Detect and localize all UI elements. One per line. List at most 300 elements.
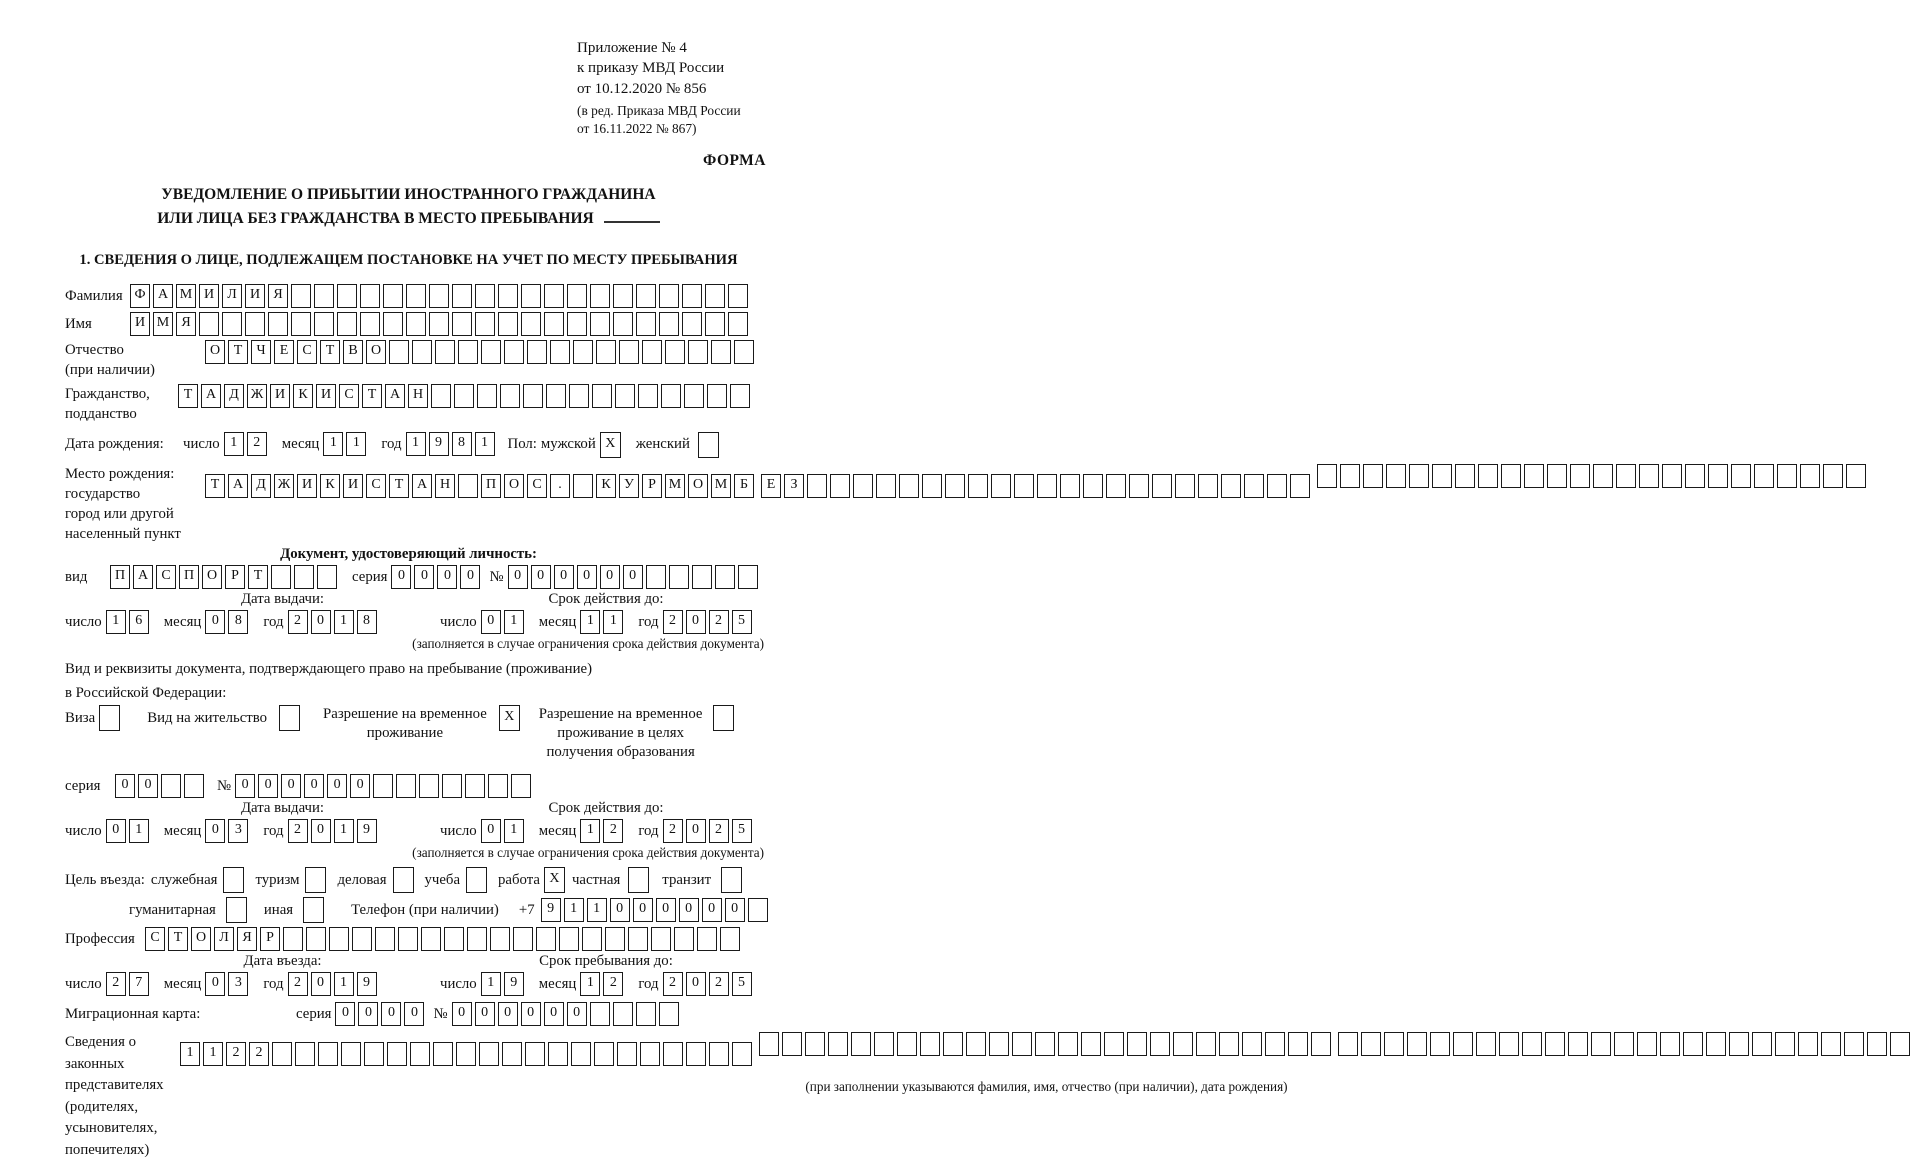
- char-box[interactable]: Е: [761, 474, 781, 498]
- char-box[interactable]: 1: [323, 432, 343, 456]
- char-box[interactable]: 0: [531, 565, 551, 589]
- char-box[interactable]: [1455, 464, 1475, 488]
- char-box[interactable]: [966, 1032, 986, 1056]
- char-box[interactable]: [1173, 1032, 1193, 1056]
- char-box[interactable]: [291, 312, 311, 336]
- char-box[interactable]: [1777, 464, 1797, 488]
- char-box[interactable]: И: [297, 474, 317, 498]
- char-box[interactable]: [828, 1032, 848, 1056]
- char-box[interactable]: [477, 384, 497, 408]
- char-box[interactable]: 2: [603, 972, 623, 996]
- char-box[interactable]: [1081, 1032, 1101, 1056]
- char-box[interactable]: [305, 867, 326, 893]
- char-box[interactable]: О: [366, 340, 386, 364]
- char-box[interactable]: Д: [224, 384, 244, 408]
- char-box[interactable]: [1522, 1032, 1542, 1056]
- char-box[interactable]: Т: [320, 340, 340, 364]
- char-box[interactable]: [488, 774, 508, 798]
- char-box[interactable]: [945, 474, 965, 498]
- char-box[interactable]: [1150, 1032, 1170, 1056]
- char-box[interactable]: [421, 927, 441, 951]
- char-box[interactable]: [223, 867, 244, 893]
- char-box[interactable]: И: [245, 284, 265, 308]
- char-box[interactable]: [1175, 474, 1195, 498]
- char-box[interactable]: [646, 565, 666, 589]
- char-box[interactable]: [1545, 1032, 1565, 1056]
- char-box[interactable]: [594, 1042, 614, 1066]
- char-box[interactable]: О: [688, 474, 708, 498]
- char-box[interactable]: [968, 474, 988, 498]
- char-box[interactable]: [636, 1002, 656, 1026]
- char-box[interactable]: [1453, 1032, 1473, 1056]
- char-box[interactable]: 2: [288, 610, 308, 634]
- char-box[interactable]: [521, 312, 541, 336]
- char-box[interactable]: 1: [129, 819, 149, 843]
- char-box[interactable]: О: [202, 565, 222, 589]
- char-box[interactable]: 6: [129, 610, 149, 634]
- char-box[interactable]: [1384, 1032, 1404, 1056]
- char-box[interactable]: [527, 340, 547, 364]
- char-box[interactable]: [502, 1042, 522, 1066]
- char-box[interactable]: 1: [504, 819, 524, 843]
- char-box[interactable]: К: [293, 384, 313, 408]
- char-box[interactable]: 0: [138, 774, 158, 798]
- char-box[interactable]: [429, 312, 449, 336]
- char-box[interactable]: 1: [180, 1042, 200, 1066]
- char-box[interactable]: [1821, 1032, 1841, 1056]
- char-box[interactable]: [511, 774, 531, 798]
- char-box[interactable]: [435, 340, 455, 364]
- char-box[interactable]: С: [156, 565, 176, 589]
- char-box[interactable]: [1800, 464, 1820, 488]
- char-box[interactable]: [1478, 464, 1498, 488]
- char-box[interactable]: [1844, 1032, 1864, 1056]
- char-box[interactable]: [605, 927, 625, 951]
- char-box[interactable]: [715, 565, 735, 589]
- char-box[interactable]: [99, 705, 120, 731]
- char-box[interactable]: [567, 312, 587, 336]
- char-box[interactable]: 1: [224, 432, 244, 456]
- char-box[interactable]: А: [201, 384, 221, 408]
- char-box[interactable]: Л: [214, 927, 234, 951]
- char-box[interactable]: [1152, 474, 1172, 498]
- char-box[interactable]: 2: [226, 1042, 246, 1066]
- char-box[interactable]: 0: [258, 774, 278, 798]
- char-box[interactable]: 0: [311, 819, 331, 843]
- char-box[interactable]: [651, 927, 671, 951]
- char-box[interactable]: 0: [498, 1002, 518, 1026]
- char-box[interactable]: [1058, 1032, 1078, 1056]
- char-box[interactable]: [272, 1042, 292, 1066]
- char-box[interactable]: [748, 898, 768, 922]
- char-box[interactable]: О: [205, 340, 225, 364]
- char-box[interactable]: 0: [404, 1002, 424, 1026]
- char-box[interactable]: 0: [600, 565, 620, 589]
- char-box[interactable]: [222, 312, 242, 336]
- char-box[interactable]: [1014, 474, 1034, 498]
- char-box[interactable]: Т: [389, 474, 409, 498]
- char-box[interactable]: 2: [709, 819, 729, 843]
- char-box[interactable]: [720, 927, 740, 951]
- char-box[interactable]: [525, 1042, 545, 1066]
- char-box[interactable]: [686, 1042, 706, 1066]
- char-box[interactable]: 0: [521, 1002, 541, 1026]
- char-box[interactable]: [306, 927, 326, 951]
- char-box[interactable]: [697, 927, 717, 951]
- char-box[interactable]: [688, 340, 708, 364]
- char-box[interactable]: 0: [702, 898, 722, 922]
- char-box[interactable]: [410, 1042, 430, 1066]
- char-box[interactable]: [245, 312, 265, 336]
- char-box[interactable]: [1639, 464, 1659, 488]
- char-box[interactable]: С: [366, 474, 386, 498]
- char-box[interactable]: С: [527, 474, 547, 498]
- char-box[interactable]: 0: [481, 610, 501, 634]
- char-box[interactable]: Я: [237, 927, 257, 951]
- char-box[interactable]: 0: [281, 774, 301, 798]
- char-box[interactable]: 1: [580, 972, 600, 996]
- char-box[interactable]: [709, 1042, 729, 1066]
- char-box[interactable]: [1570, 464, 1590, 488]
- char-box[interactable]: [853, 474, 873, 498]
- char-box[interactable]: [337, 284, 357, 308]
- char-box[interactable]: И: [130, 312, 150, 336]
- char-box[interactable]: 0: [205, 972, 225, 996]
- char-box[interactable]: [596, 340, 616, 364]
- char-box[interactable]: [452, 312, 472, 336]
- char-box[interactable]: [329, 927, 349, 951]
- char-box[interactable]: [314, 284, 334, 308]
- char-box[interactable]: 0: [554, 565, 574, 589]
- char-box[interactable]: [1708, 464, 1728, 488]
- char-box[interactable]: 9: [504, 972, 524, 996]
- char-box[interactable]: [617, 1042, 637, 1066]
- char-box[interactable]: [1706, 1032, 1726, 1056]
- char-box[interactable]: У: [619, 474, 639, 498]
- char-box[interactable]: [615, 384, 635, 408]
- char-box[interactable]: [682, 284, 702, 308]
- char-box[interactable]: [619, 340, 639, 364]
- char-box[interactable]: А: [133, 565, 153, 589]
- char-box[interactable]: [728, 284, 748, 308]
- char-box[interactable]: [730, 384, 750, 408]
- char-box[interactable]: [419, 774, 439, 798]
- char-box[interactable]: [475, 312, 495, 336]
- char-box[interactable]: [807, 474, 827, 498]
- char-box[interactable]: М: [711, 474, 731, 498]
- char-box[interactable]: 1: [587, 898, 607, 922]
- char-box[interactable]: [682, 312, 702, 336]
- char-box[interactable]: 2: [288, 819, 308, 843]
- char-box[interactable]: [429, 284, 449, 308]
- char-box[interactable]: 2: [288, 972, 308, 996]
- char-box[interactable]: [659, 1002, 679, 1026]
- char-box[interactable]: [504, 340, 524, 364]
- char-box[interactable]: И: [316, 384, 336, 408]
- char-box[interactable]: 3: [228, 819, 248, 843]
- char-box[interactable]: 0: [437, 565, 457, 589]
- char-box[interactable]: [337, 312, 357, 336]
- char-box[interactable]: [661, 384, 681, 408]
- char-box[interactable]: [1037, 474, 1057, 498]
- char-box[interactable]: [1547, 464, 1567, 488]
- char-box[interactable]: .: [550, 474, 570, 498]
- char-box[interactable]: 0: [725, 898, 745, 922]
- char-box[interactable]: [475, 284, 495, 308]
- char-box[interactable]: [897, 1032, 917, 1056]
- char-box[interactable]: 1: [504, 610, 524, 634]
- char-box[interactable]: Р: [260, 927, 280, 951]
- char-box[interactable]: [456, 1042, 476, 1066]
- char-box[interactable]: Т: [205, 474, 225, 498]
- char-box[interactable]: 1: [203, 1042, 223, 1066]
- char-box[interactable]: А: [153, 284, 173, 308]
- char-box[interactable]: [375, 927, 395, 951]
- char-box[interactable]: [582, 927, 602, 951]
- char-box[interactable]: [638, 384, 658, 408]
- char-box[interactable]: [636, 284, 656, 308]
- char-box[interactable]: [989, 1032, 1009, 1056]
- char-box[interactable]: [521, 284, 541, 308]
- char-box[interactable]: И: [343, 474, 363, 498]
- char-box[interactable]: С: [297, 340, 317, 364]
- char-box[interactable]: [513, 927, 533, 951]
- char-box[interactable]: [199, 312, 219, 336]
- char-box[interactable]: [406, 312, 426, 336]
- char-box[interactable]: Е: [274, 340, 294, 364]
- char-box[interactable]: [613, 1002, 633, 1026]
- char-box[interactable]: [1196, 1032, 1216, 1056]
- char-box[interactable]: [573, 474, 593, 498]
- char-box[interactable]: [573, 340, 593, 364]
- char-box[interactable]: [431, 384, 451, 408]
- char-box[interactable]: [291, 284, 311, 308]
- char-box[interactable]: Ж: [247, 384, 267, 408]
- char-box[interactable]: [295, 1042, 315, 1066]
- char-box[interactable]: [640, 1042, 660, 1066]
- char-box[interactable]: 9: [357, 819, 377, 843]
- char-box[interactable]: [1637, 1032, 1657, 1056]
- char-box[interactable]: [1501, 464, 1521, 488]
- char-box[interactable]: [1752, 1032, 1772, 1056]
- char-box[interactable]: 0: [205, 610, 225, 634]
- char-box[interactable]: 0: [656, 898, 676, 922]
- char-box[interactable]: 2: [709, 972, 729, 996]
- char-box[interactable]: И: [199, 284, 219, 308]
- char-box[interactable]: [1775, 1032, 1795, 1056]
- char-box[interactable]: [922, 474, 942, 498]
- char-box[interactable]: 1: [580, 610, 600, 634]
- char-box[interactable]: Н: [408, 384, 428, 408]
- char-box[interactable]: [544, 284, 564, 308]
- char-box[interactable]: [636, 312, 656, 336]
- char-box[interactable]: З: [784, 474, 804, 498]
- char-box[interactable]: [479, 1042, 499, 1066]
- char-box[interactable]: [444, 927, 464, 951]
- char-box[interactable]: [546, 384, 566, 408]
- char-box[interactable]: 0: [205, 819, 225, 843]
- char-box[interactable]: [1798, 1032, 1818, 1056]
- char-box[interactable]: С: [145, 927, 165, 951]
- char-box[interactable]: [782, 1032, 802, 1056]
- char-box[interactable]: М: [176, 284, 196, 308]
- char-box[interactable]: [364, 1042, 384, 1066]
- char-box[interactable]: 0: [686, 972, 706, 996]
- char-box[interactable]: 1: [580, 819, 600, 843]
- char-box[interactable]: [1106, 474, 1126, 498]
- char-box[interactable]: 2: [603, 819, 623, 843]
- char-box[interactable]: 0: [115, 774, 135, 798]
- char-box[interactable]: [360, 312, 380, 336]
- char-box[interactable]: Ж: [274, 474, 294, 498]
- char-box[interactable]: [1290, 474, 1310, 498]
- char-box[interactable]: 0: [304, 774, 324, 798]
- char-box[interactable]: [1683, 1032, 1703, 1056]
- char-box[interactable]: А: [385, 384, 405, 408]
- char-box[interactable]: 1: [406, 432, 426, 456]
- char-box[interactable]: [1012, 1032, 1032, 1056]
- char-box[interactable]: [663, 1042, 683, 1066]
- char-box[interactable]: [642, 340, 662, 364]
- char-box[interactable]: [738, 565, 758, 589]
- char-box[interactable]: 1: [475, 432, 495, 456]
- char-box[interactable]: [1593, 464, 1613, 488]
- char-box[interactable]: [1288, 1032, 1308, 1056]
- char-box[interactable]: [874, 1032, 894, 1056]
- char-box[interactable]: 2: [247, 432, 267, 456]
- char-box[interactable]: П: [110, 565, 130, 589]
- char-box[interactable]: 2: [709, 610, 729, 634]
- char-box[interactable]: Ф: [130, 284, 150, 308]
- char-box[interactable]: Ч: [251, 340, 271, 364]
- char-box[interactable]: [659, 312, 679, 336]
- char-box[interactable]: [1317, 464, 1337, 488]
- char-box[interactable]: [613, 312, 633, 336]
- char-box[interactable]: [465, 774, 485, 798]
- char-box[interactable]: [406, 284, 426, 308]
- char-box[interactable]: 1: [334, 610, 354, 634]
- char-box[interactable]: [1035, 1032, 1055, 1056]
- char-box[interactable]: X: [600, 432, 621, 458]
- char-box[interactable]: 8: [357, 610, 377, 634]
- char-box[interactable]: К: [320, 474, 340, 498]
- char-box[interactable]: [454, 384, 474, 408]
- char-box[interactable]: [544, 312, 564, 336]
- char-box[interactable]: [467, 927, 487, 951]
- char-box[interactable]: 9: [541, 898, 561, 922]
- char-box[interactable]: [383, 312, 403, 336]
- char-box[interactable]: [1614, 1032, 1634, 1056]
- char-box[interactable]: [1591, 1032, 1611, 1056]
- char-box[interactable]: Т: [168, 927, 188, 951]
- char-box[interactable]: 2: [663, 972, 683, 996]
- char-box[interactable]: [991, 474, 1011, 498]
- char-box[interactable]: [669, 565, 689, 589]
- char-box[interactable]: Н: [435, 474, 455, 498]
- char-box[interactable]: [523, 384, 543, 408]
- char-box[interactable]: [1685, 464, 1705, 488]
- char-box[interactable]: [698, 432, 719, 458]
- char-box[interactable]: 5: [732, 819, 752, 843]
- char-box[interactable]: [1430, 1032, 1450, 1056]
- char-box[interactable]: И: [270, 384, 290, 408]
- char-box[interactable]: [1083, 474, 1103, 498]
- char-box[interactable]: 9: [429, 432, 449, 456]
- char-box[interactable]: 1: [106, 610, 126, 634]
- char-box[interactable]: 1: [564, 898, 584, 922]
- char-box[interactable]: [550, 340, 570, 364]
- char-box[interactable]: 0: [577, 565, 597, 589]
- char-box[interactable]: [389, 340, 409, 364]
- char-box[interactable]: 8: [228, 610, 248, 634]
- char-box[interactable]: [1568, 1032, 1588, 1056]
- char-box[interactable]: 0: [335, 1002, 355, 1026]
- char-box[interactable]: 0: [391, 565, 411, 589]
- char-box[interactable]: [705, 312, 725, 336]
- char-box[interactable]: А: [228, 474, 248, 498]
- char-box[interactable]: [707, 384, 727, 408]
- char-box[interactable]: [728, 312, 748, 336]
- char-box[interactable]: [920, 1032, 940, 1056]
- char-box[interactable]: X: [544, 867, 565, 893]
- char-box[interactable]: [805, 1032, 825, 1056]
- char-box[interactable]: 0: [623, 565, 643, 589]
- char-box[interactable]: [590, 1002, 610, 1026]
- char-box[interactable]: 1: [603, 610, 623, 634]
- char-box[interactable]: 0: [679, 898, 699, 922]
- char-box[interactable]: [1127, 1032, 1147, 1056]
- char-box[interactable]: 0: [481, 819, 501, 843]
- char-box[interactable]: [1361, 1032, 1381, 1056]
- char-box[interactable]: [1476, 1032, 1496, 1056]
- char-box[interactable]: М: [665, 474, 685, 498]
- char-box[interactable]: [628, 927, 648, 951]
- char-box[interactable]: 5: [732, 610, 752, 634]
- char-box[interactable]: [1660, 1032, 1680, 1056]
- char-box[interactable]: [398, 927, 418, 951]
- char-box[interactable]: [341, 1042, 361, 1066]
- char-box[interactable]: О: [191, 927, 211, 951]
- char-box[interactable]: [628, 867, 649, 893]
- char-box[interactable]: [498, 284, 518, 308]
- char-box[interactable]: Т: [228, 340, 248, 364]
- char-box[interactable]: Т: [178, 384, 198, 408]
- char-box[interactable]: 0: [358, 1002, 378, 1026]
- char-box[interactable]: [536, 927, 556, 951]
- char-box[interactable]: [396, 774, 416, 798]
- char-box[interactable]: [294, 565, 314, 589]
- char-box[interactable]: [1731, 464, 1751, 488]
- char-box[interactable]: 0: [475, 1002, 495, 1026]
- char-box[interactable]: [490, 927, 510, 951]
- char-box[interactable]: [184, 774, 204, 798]
- char-box[interactable]: К: [596, 474, 616, 498]
- char-box[interactable]: [711, 340, 731, 364]
- char-box[interactable]: [1524, 464, 1544, 488]
- char-box[interactable]: 8: [452, 432, 472, 456]
- char-box[interactable]: [569, 384, 589, 408]
- char-box[interactable]: [899, 474, 919, 498]
- char-box[interactable]: 0: [381, 1002, 401, 1026]
- char-box[interactable]: [1823, 464, 1843, 488]
- char-box[interactable]: [713, 705, 734, 731]
- char-box[interactable]: [1409, 464, 1429, 488]
- char-box[interactable]: [452, 284, 472, 308]
- char-box[interactable]: [412, 340, 432, 364]
- char-box[interactable]: 3: [228, 972, 248, 996]
- char-box[interactable]: 0: [508, 565, 528, 589]
- char-box[interactable]: [943, 1032, 963, 1056]
